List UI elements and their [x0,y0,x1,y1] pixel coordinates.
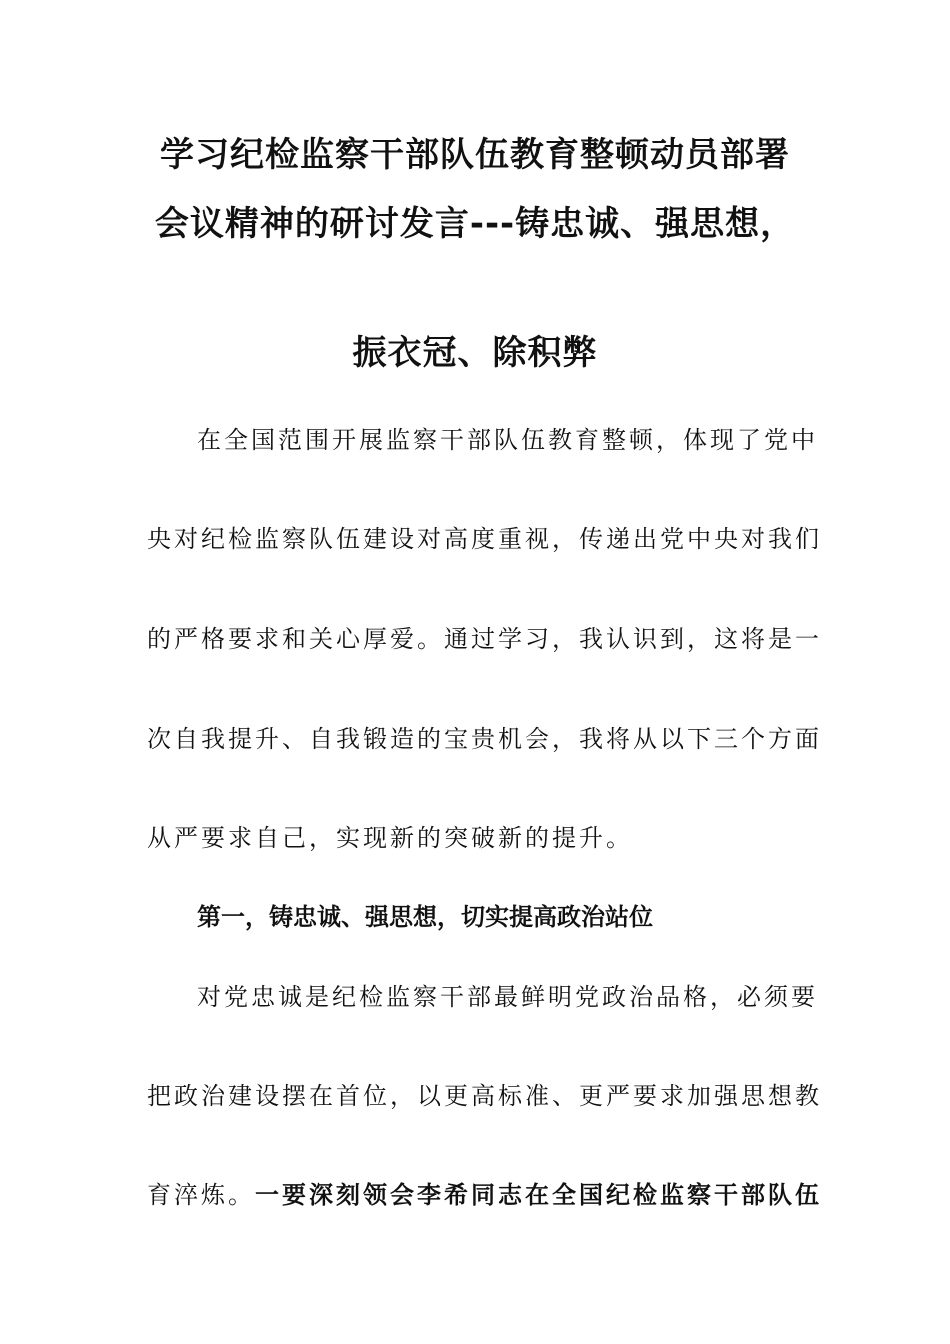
section-1-heading: 第一，铸忠诚、强思想，切实提高政治站位 [197,903,653,931]
paragraph-2-plain-text: 育淬炼。 [147,1181,255,1209]
paragraph-2-bold-text: 一要深刻领会李希同志在全国纪检监察干部队伍 [255,1180,822,1209]
paragraph-1-line-2: 央对纪检监察队伍建设对高度重视，传递出党中央对我们 [147,525,822,553]
paragraph-1-line-1: 在全国范围开展监察干部队伍教育整顿，体现了党中 [197,426,818,454]
document-title-line-3: 振衣冠、除积弊 [352,333,598,373]
paragraph-1-line-3: 的严格要求和关心厚爱。通过学习，我认识到，这将是一 [147,625,822,653]
paragraph-1-line-5: 从严要求自己，实现新的突破新的提升。 [147,824,633,852]
paragraph-2-line-2: 把政治建设摆在首位，以更高标准、更严要求加强思想教 [147,1082,822,1110]
paragraph-1-line-4: 次自我提升、自我锻造的宝贵机会，我将从以下三个方面 [147,725,822,753]
paragraph-2-line-1: 对党忠诚是纪检监察干部最鲜明党政治品格，必须要 [197,983,818,1011]
document-title-line-1: 学习纪检监察干部队伍教育整顿动员部署 [160,135,790,175]
paragraph-2-line-3 [147,1180,822,1210]
document-title-line-2: 会议精神的研讨发言---铸忠诚、强思想， [154,204,796,244]
